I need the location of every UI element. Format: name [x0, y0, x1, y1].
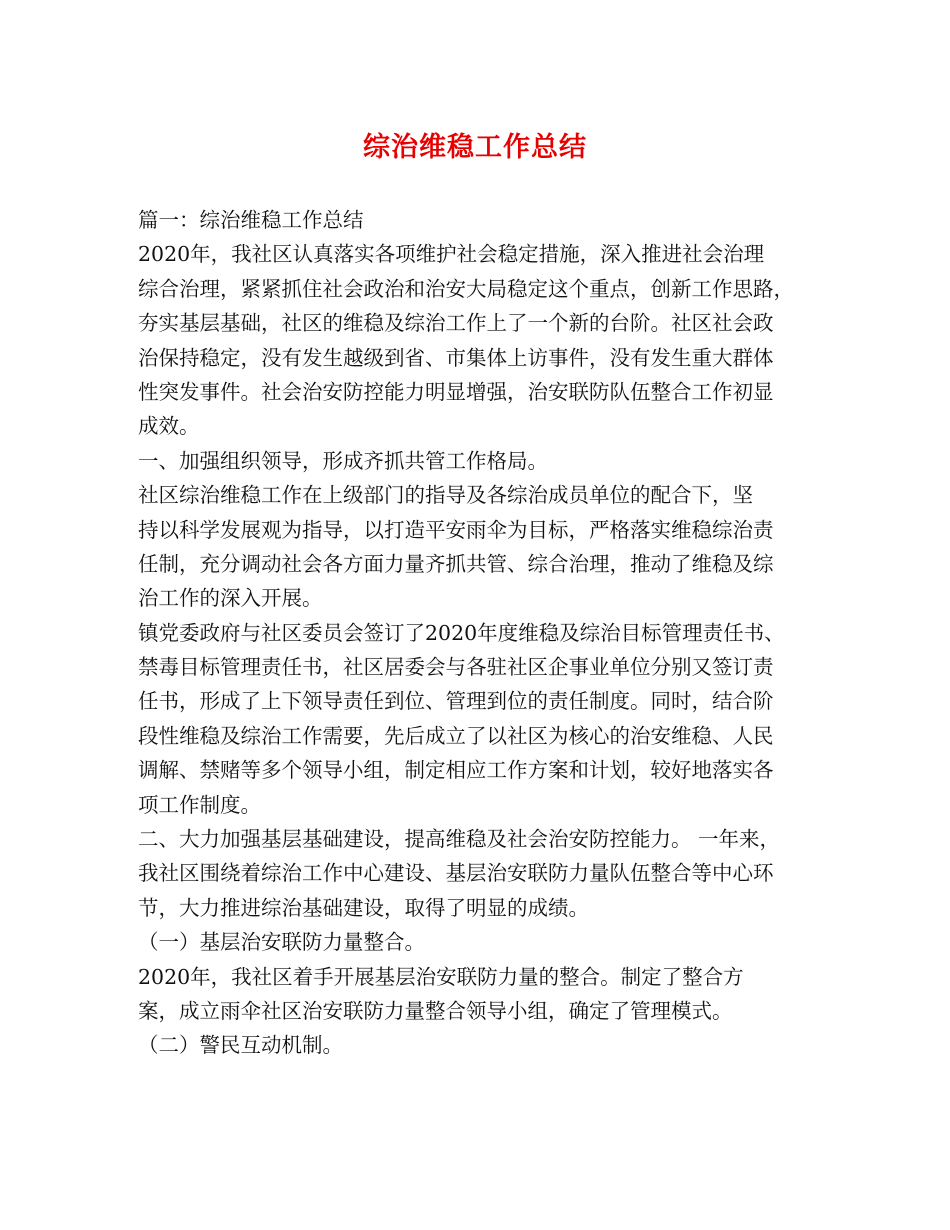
text-line: 任书，形成了上下领导责任到位、管理到位的责任制度。同时，结合阶: [138, 689, 774, 714]
text-line: 任制，充分调动社会各方面力量齐抓共管、综合治理，推动了维稳及综: [138, 551, 774, 576]
text-line: 治工作的深入开展。: [138, 586, 323, 611]
text-line: 我社区围绕着综治工作中心建设、基层治安联防力量队伍整合等中心环: [138, 861, 774, 886]
document-body: [138, 203, 828, 1063]
text-line: 案，成立雨伞社区治安联防力量整合领导小组，确定了管理模式。: [138, 998, 733, 1023]
text-line: 治保持稳定，没有发生越级到省、市集体上访事件，没有发生重大群体: [138, 345, 774, 370]
text-line: 调解、禁赌等多个领导小组，制定相应工作方案和计划，较好地落实各: [138, 758, 774, 783]
text-line: 2020年，我社区认真落实各项维护社会稳定措施，深入推进社会治理: [138, 242, 765, 267]
document-title: 综治维稳工作总结: [363, 132, 587, 163]
text-line: 性突发事件。社会治安防控能力明显增强，治安联防队伍整合工作初显: [138, 379, 774, 404]
text-line: 一、加强组织领导，形成齐抓共管工作格局。: [138, 448, 548, 473]
text-line: 2020年，我社区着手开展基层治安联防力量的整合。制定了整合方: [138, 964, 744, 989]
text-line: 节，大力推进综治基础建设，取得了明显的成绩。: [138, 895, 589, 920]
text-line: （二）警民互动机制。: [138, 1033, 343, 1058]
text-line: 成效。: [138, 414, 200, 439]
text-line: 段性维稳及综治工作需要，先后成立了以社区为核心的治安维稳、人民: [138, 723, 774, 748]
text-line: 社区综治维稳工作在上级部门的指导及各综治成员单位的配合下，坚: [138, 483, 753, 508]
text-line: 项工作制度。: [138, 792, 261, 817]
text-line: 镇党委政府与社区委员会签订了2020年度维稳及综治目标管理责任书、: [138, 620, 785, 645]
text-line: 持以科学发展观为指导，以打造平安雨伞为目标，严格落实维稳综治责: [138, 517, 774, 542]
text-line: （一）基层治安联防力量整合。: [138, 930, 425, 955]
text-line: 夯实基层基础，社区的维稳及综治工作上了一个新的台阶。社区社会政: [138, 311, 774, 336]
text-line: 篇一：综治维稳工作总结: [138, 208, 364, 232]
text-line: 禁毒目标管理责任书，社区居委会与各驻社区企事业单位分别又签订责: [138, 655, 774, 680]
text-line: 综合治理，紧紧抓住社会政治和治安大局稳定这个重点，创新工作思路，: [138, 276, 794, 301]
text-line: 二、大力加强基层基础建设，提高维稳及社会治安防控能力。 一年来，: [138, 827, 781, 852]
